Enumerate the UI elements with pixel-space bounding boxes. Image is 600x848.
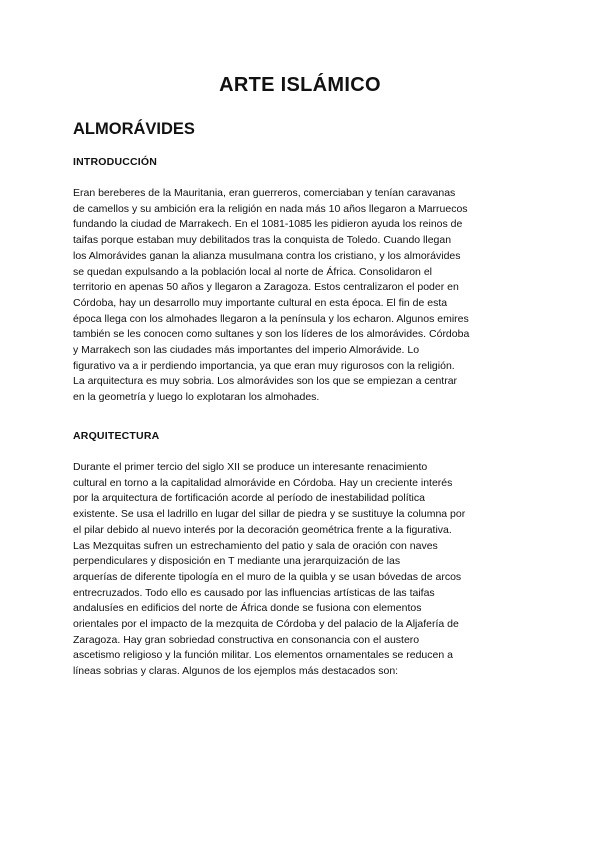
text-line: en la geometría y luego lo explotaran los almohades. bbox=[73, 391, 320, 404]
text-line: Zaragoza. Hay gran sobriedad constructiva en consonancia con el austero bbox=[73, 633, 420, 646]
text-line: andalusíes en edificios del norte de África donde se fusiona con elementos bbox=[73, 602, 422, 615]
text-line: entrecruzados. Todo ello es causado por las influencias artísticas de las taifas bbox=[73, 586, 435, 599]
text-line: y Marrakech son las ciudades más importantes del imperio Almorávide. Lo bbox=[73, 344, 420, 357]
text-line: época llega con los almohades llegaron a la península y los echaron. Algunos emires bbox=[73, 312, 469, 325]
text-line: también se les conocen como sultanes y son los líderes de los almorávides. Córdoba bbox=[73, 328, 470, 341]
text-line: figurativo va a ir perdiendo importancia, ya que eran muy rigurosos con la religión. bbox=[73, 359, 455, 372]
text-line: los Almorávides ganan la alianza musulmana contra los cristiano, y los almorávides bbox=[73, 249, 461, 262]
section-title: ALMORÁVIDES bbox=[73, 120, 195, 138]
text-line: ascetismo religioso y la función militar. Los elementos ornamentales se reducen a bbox=[73, 649, 453, 662]
text-line: Córdoba, hay un desarrollo muy importante cultural en esta época. El fin de esta bbox=[73, 296, 448, 309]
text-line: el pilar debido al nuevo interés por la decoración geométrica frente a la figurativa. bbox=[73, 523, 452, 536]
text-line: Eran bereberes de la Mauritania, eran guerreros, comerciaban y tenían caravanas bbox=[73, 187, 456, 199]
text-line: existente. Se usa el ladrillo en lugar del sillar de piedra y se sustituye la columna por bbox=[73, 508, 466, 521]
introduccion-paragraph bbox=[73, 186, 533, 406]
introduccion-heading: INTRODUCCIÓN bbox=[73, 156, 158, 168]
text-line: líneas sobrias y claras. Algunos de los ejemplos más destacados son: bbox=[73, 665, 399, 678]
text-line: Las Mezquitas sufren un estrechamiento del patio y sala de oración con naves bbox=[73, 539, 438, 552]
arquitectura-paragraph bbox=[73, 460, 533, 680]
text-line: orientales por el impacto de la mezquita de Córdoba y del palacio de la Aljafería de bbox=[73, 618, 459, 631]
text-line: taifas porque estaban muy debilitados tras la conquista de Toledo. Cuando llegan bbox=[73, 234, 452, 247]
text-line: La arquitectura es muy sobria. Los almorávides son los que se empiezan a centrar bbox=[73, 375, 458, 388]
text-line: Durante el primer tercio del siglo XII se produce un interesante renacimiento bbox=[73, 461, 428, 473]
page-title: ARTE ISLÁMICO bbox=[219, 74, 381, 96]
arquitectura-heading: ARQUITECTURA bbox=[73, 430, 160, 442]
text-line: cultural en torno a la capitalidad almorávide en Córdoba. Hay un creciente interés bbox=[73, 476, 453, 489]
text-line: de camellos y su ambición era la religión en nada más 10 años llegaron a Marruecos bbox=[73, 202, 468, 215]
text-line: se quedan expulsando a la población local al norte de África. Consolidaron el bbox=[73, 265, 432, 278]
text-line: fundando la ciudad de Marrakech. En el 1081-1085 les pidieron ayuda los reinos de bbox=[73, 218, 463, 231]
text-line: perpendiculares y disposición en T mediante una jerarquización de las bbox=[73, 555, 401, 568]
text-line: por la arquitectura de fortificación acorde al período de inestabilidad política bbox=[73, 492, 425, 505]
text-line: arquerías de diferente tipología en el muro de la quibla y se usan bóvedas de arcos bbox=[73, 570, 462, 583]
text-line: territorio en apenas 50 años y llegaron a Zaragoza. Estos centralizaron el poder en bbox=[73, 281, 459, 294]
